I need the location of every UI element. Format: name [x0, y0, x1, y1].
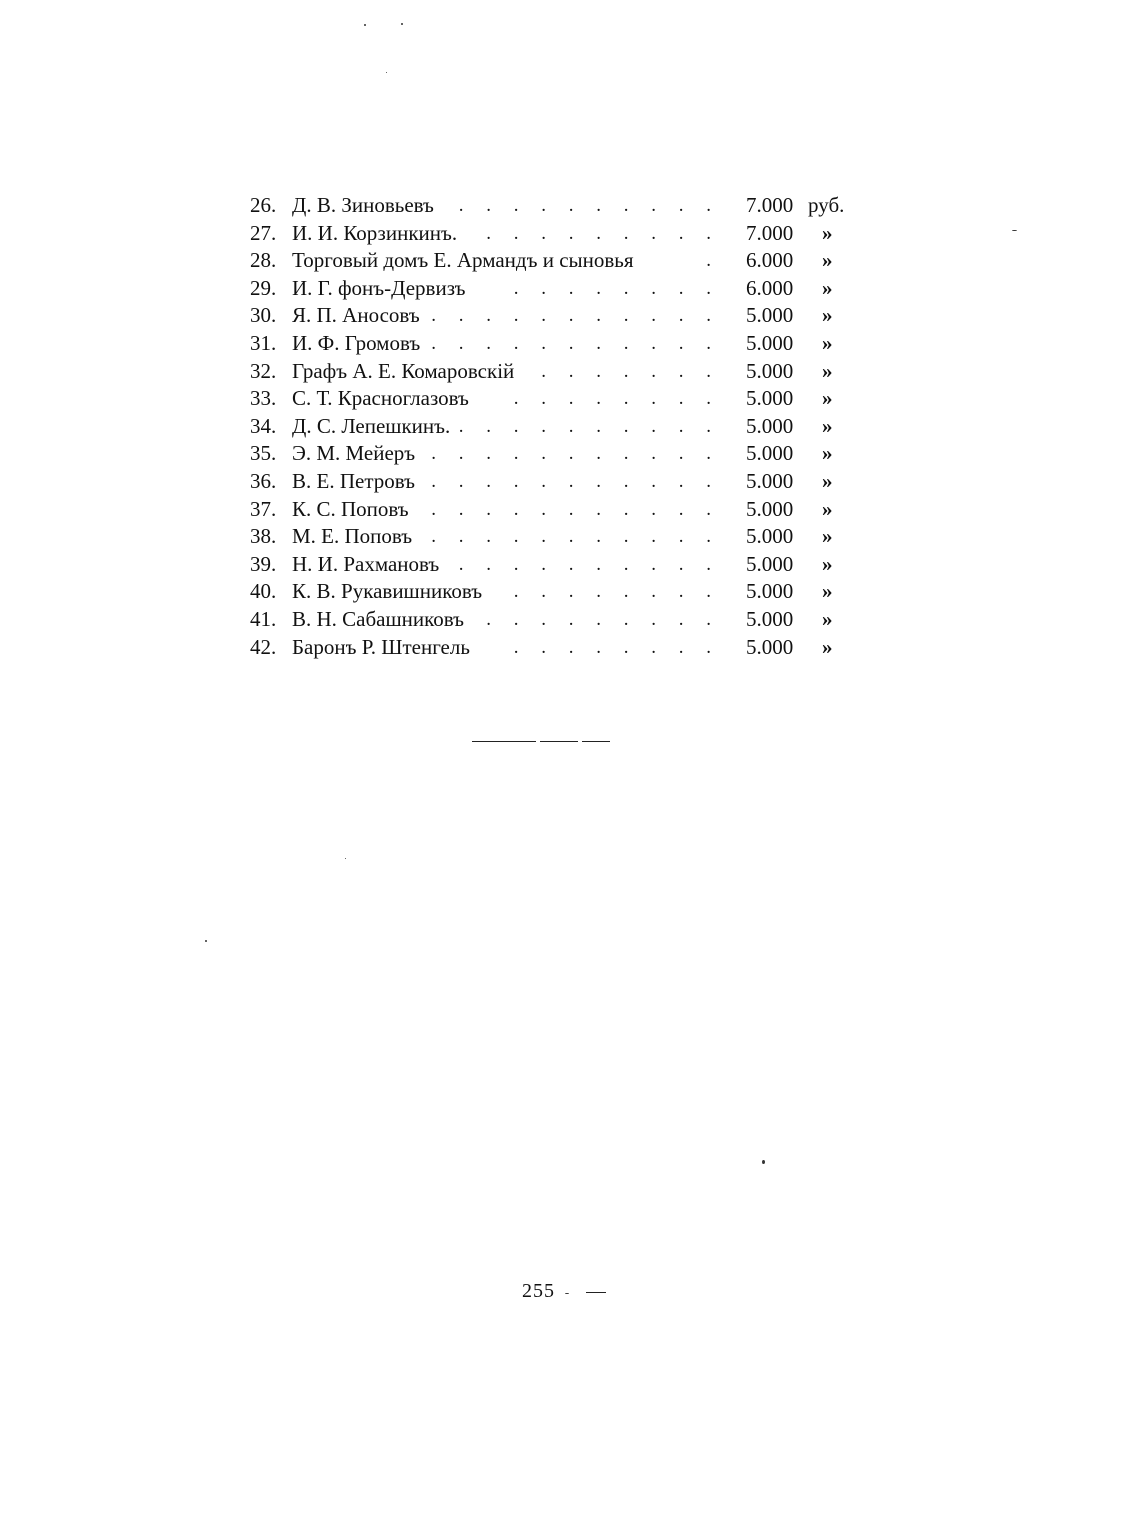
separator-rule [472, 741, 536, 742]
entry-unit: » [822, 330, 833, 355]
entry-name: Графъ А. Е. Комаровскій [292, 358, 515, 383]
entry-name: Я. П. Аносовъ [292, 303, 420, 328]
list-item [250, 523, 870, 551]
entry-name: И. Ф. Громовъ [292, 330, 421, 355]
entry-number: 38. [250, 524, 277, 549]
dot-leader: . . . . . . . . . . . [431, 470, 720, 492]
entry-amount: 5.000 [746, 524, 794, 549]
dot-leader: . . . . . . . . [513, 636, 720, 658]
entry-unit: » [822, 303, 833, 328]
entry-number: 30. [250, 303, 277, 328]
entry-number: 41. [250, 606, 277, 631]
entry-unit: » [822, 386, 833, 411]
list-item [250, 330, 870, 358]
entry-amount: 5.000 [746, 634, 794, 659]
list-item [250, 578, 870, 606]
entry-unit: » [822, 551, 833, 576]
entry-unit: » [822, 524, 833, 549]
scan-speck [762, 1160, 765, 1164]
list-item [250, 192, 870, 220]
entry-number: 34. [250, 413, 277, 438]
entry-name: Баронъ Р. Штенгель [292, 634, 470, 659]
entry-amount: 5.000 [746, 579, 794, 604]
dot-leader: . . . . . . . . . . . [431, 332, 720, 354]
dot-leader: . . . . . . . . [513, 581, 720, 603]
entry-amount: 5.000 [746, 496, 794, 521]
entry-unit: » [822, 358, 833, 383]
scan-speck [1012, 230, 1017, 231]
list-item [250, 247, 870, 275]
dot-leader: . [706, 250, 720, 272]
dot-leader: . . . . . . . . [513, 388, 720, 410]
entry-number: 28. [250, 248, 277, 273]
entry-amount: 5.000 [746, 551, 794, 576]
entry-name: К. В. Рукавишниковъ [292, 579, 483, 604]
entry-name: М. Е. Поповъ [292, 524, 413, 549]
list-item [250, 275, 870, 303]
entry-unit: » [822, 606, 833, 631]
list-item [250, 551, 870, 579]
entry-unit: » [822, 579, 833, 604]
subscription-list [250, 192, 870, 661]
entry-amount: 5.000 [746, 330, 794, 355]
entry-number: 39. [250, 551, 277, 576]
scan-speck [364, 24, 366, 26]
entry-number: 27. [250, 220, 277, 245]
entry-unit: » [822, 248, 833, 273]
entry-amount: 5.000 [746, 358, 794, 383]
entry-unit: » [822, 413, 833, 438]
separator-rule [582, 741, 610, 742]
entry-amount: 5.000 [746, 606, 794, 631]
entry-name: В. Н. Сабашниковъ [292, 606, 465, 631]
entry-amount: 7.000 [746, 193, 794, 217]
dot-leader: . . . . . . . . [513, 277, 720, 299]
entry-number: 29. [250, 275, 277, 300]
list-item [250, 302, 870, 330]
entry-unit: » [822, 496, 833, 521]
entry-name: Торговый домъ Е. Армандъ и сыновья [292, 248, 634, 273]
entry-name: С. Т. Красноглазовъ [292, 386, 469, 411]
entry-amount: 6.000 [746, 248, 794, 273]
dot-leader: . . . . . . . . . [486, 608, 720, 630]
dot-leader: . . . . . . . . . . . [431, 526, 720, 548]
entry-number: 31. [250, 330, 277, 355]
dot-leader: . . . . . . . [541, 360, 720, 382]
entry-unit: » [822, 275, 833, 300]
entry-number: 35. [250, 441, 277, 466]
page-number: 255 [522, 1280, 555, 1302]
list-item [250, 634, 870, 662]
entry-number: 42. [250, 634, 277, 659]
entry-unit: » [822, 468, 833, 493]
list-item [250, 220, 870, 248]
list-item [250, 413, 870, 441]
dot-leader: . . . . . . . . . . [458, 553, 720, 575]
entry-name: К. С. Поповъ [292, 496, 409, 521]
separator-rule [540, 741, 578, 742]
dot-leader: . . . . . . . . . [486, 222, 720, 244]
entry-number: 36. [250, 468, 277, 493]
dot-leader: . . . . . . . . . . . [431, 498, 720, 520]
list-item [250, 358, 870, 386]
entry-number: 40. [250, 579, 277, 604]
entry-amount: 5.000 [746, 413, 794, 438]
entry-unit: » [822, 220, 833, 245]
entry-name: Н. И. Рахмановъ [292, 551, 440, 576]
entry-name: В. Е. Петровъ [292, 468, 416, 493]
entry-name: Э. М. Мейеръ [292, 441, 416, 466]
scan-speck [205, 940, 207, 942]
dot-leader: . . . . . . . . . . . [431, 443, 720, 465]
list-item [250, 606, 870, 634]
entry-name: Д. С. Лепешкинъ. [292, 413, 451, 438]
list-item [250, 496, 870, 524]
list-item [250, 440, 870, 468]
list-item [250, 468, 870, 496]
entry-number: 26. [250, 193, 277, 217]
list-item [250, 385, 870, 413]
entry-unit: руб. [808, 193, 845, 217]
entry-name: И. И. Корзинкинъ. [292, 220, 458, 245]
entry-number: 33. [250, 386, 277, 411]
page-number-dash [586, 1292, 606, 1293]
scan-speck [565, 1293, 569, 1294]
dot-leader: . . . . . . . . . . [458, 195, 720, 216]
dot-leader: . . . . . . . . . . [458, 415, 720, 437]
entry-amount: 7.000 [746, 220, 794, 245]
scan-speck [401, 23, 403, 25]
entry-unit: » [822, 634, 833, 659]
entry-name: И. Г. фонъ-Дервизъ [292, 275, 466, 300]
entry-unit: » [822, 441, 833, 466]
scan-speck [386, 72, 387, 73]
entry-amount: 5.000 [746, 441, 794, 466]
entry-number: 37. [250, 496, 277, 521]
entry-number: 32. [250, 358, 277, 383]
entry-amount: 5.000 [746, 468, 794, 493]
entry-amount: 5.000 [746, 386, 794, 411]
dot-leader: . . . . . . . . . . . [431, 305, 720, 327]
entry-amount: 6.000 [746, 275, 794, 300]
entry-name: Д. В. Зиновьевъ [292, 193, 434, 217]
entry-amount: 5.000 [746, 303, 794, 328]
scan-speck [345, 858, 346, 859]
